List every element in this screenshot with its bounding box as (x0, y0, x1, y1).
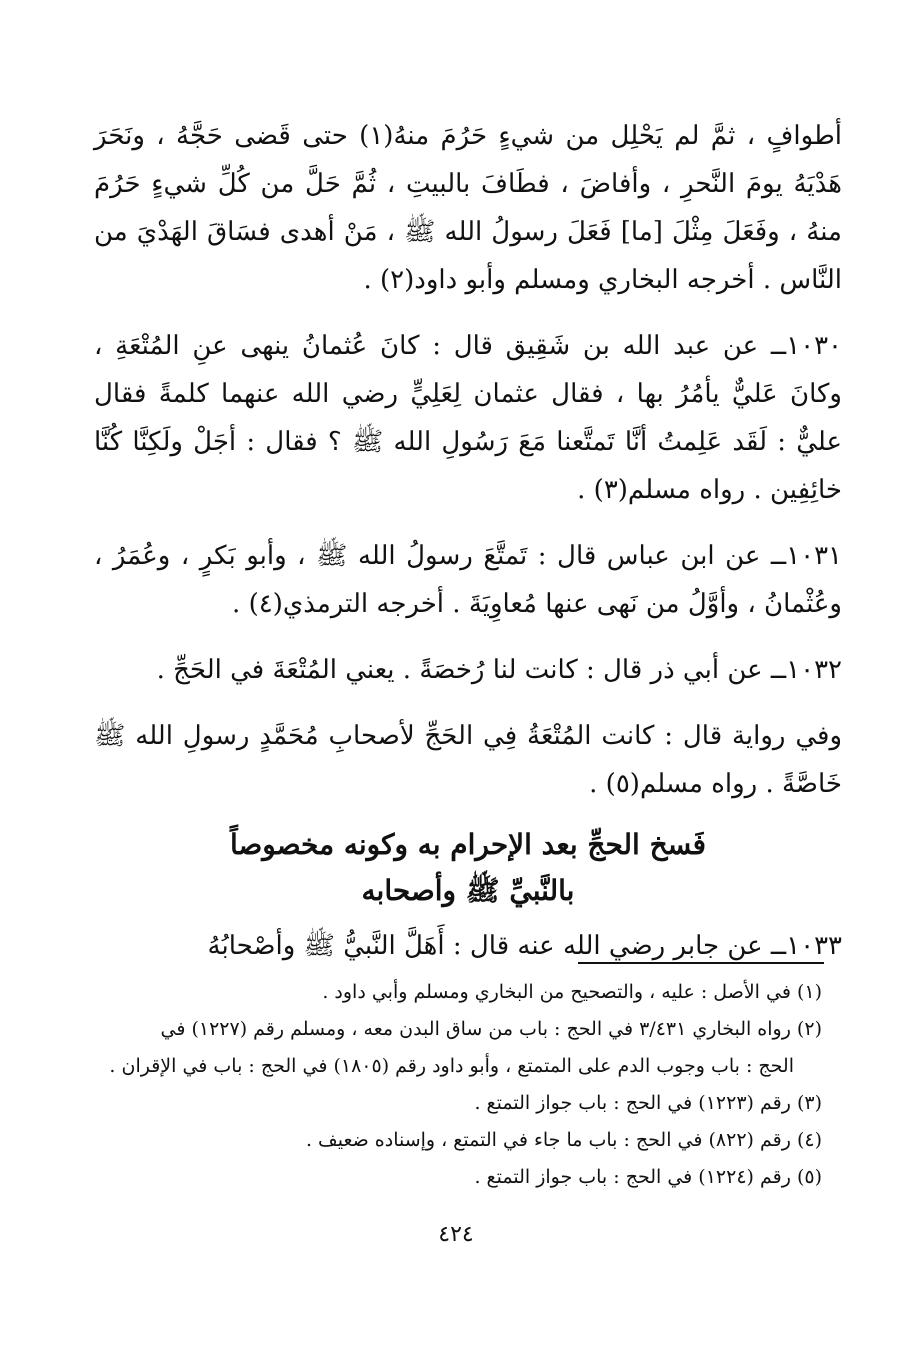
footnote-1: (١) في الأصل : عليه ، والتصحيح من البخاري ومسلم وأبي داود . (322, 981, 822, 1003)
footnote-3: (٣) رقم (١٢٢٣) في الحج : باب جواز التمتع . (474, 1092, 822, 1114)
footnotes (92, 974, 822, 1196)
hadith-1033: ١٠٣٣ــ عن جابر رضي الله عنه قال : أَهَلَّ النَّبيُّ ﷺ وأصْحابُهُ (207, 931, 842, 961)
hadith-1032: ١٠٣٢ــ عن أبي ذر قال : كانت لنا رُخصَةً . يعني المُتْعَةَ في الحَجِّ . (156, 655, 842, 685)
hadith-1032-variant: وفي رواية قال : كانت المُتْعَةُ فِي الحَجِّ لأصحابِ مُحَمَّدٍ رسولِ الله ﷺ خَاصَّةً . رواه مسلم(٥) . (94, 721, 842, 799)
footnote-2-continued: الحج : باب وجوب الدم على المتمتع ، وأبو داود رقم (١٨٠٥) في الحج : باب في الإقران . (109, 1055, 794, 1077)
footnote-4: (٤) رقم (٨٢٢) في الحج : باب ما جاء في التمتع ، وإسناده ضعيف . (305, 1129, 822, 1151)
section-heading (94, 822, 842, 914)
footnote-5: (٥) رقم (١٢٢٤) في الحج : باب جواز التمتع . (474, 1166, 822, 1188)
hadith-1031: ١٠٣١ــ عن ابن عباس قال : تَمتَّعَ رسولُ الله ﷺ ، وأبو بَكرٍ ، وعُمَرُ ، وعُثْمانُ ، وأوَّلُ من نَهى عنها مُعاوِيَةَ . أخرجه الترمذي(٤) . (94, 541, 842, 619)
page-number: ٤٢٤ (438, 1222, 474, 1247)
footnote-separator (578, 962, 824, 964)
footnote-2: (٢) رواه البخاري ٣/٤٣١ في الحج : باب من ساق البدن معه ، ومسلم رقم (١٢٢٧) في (160, 1018, 822, 1040)
hadith-1030: ١٠٣٠ــ عن عبد الله بن شَقِيق قال : كانَ عُثمانُ ينهى عنِ المُتْعَةِ ، وكانَ عَليٌّ يأمُرُ بها ، فقال عثمان لِعَلِيٍّ رضي الله عنهما كلمةً فقال عليٌّ : لَقَد عَلِمتُ أنَّا تَمتَّعنا مَعَ رَسُولِ الله ﷺ ؟ فقال : أجَلْ ولَكِنَّا كُنَّا خائِفِين . رواه مسلم(٣) . (94, 331, 842, 505)
main-text (94, 112, 842, 970)
paragraph-continuation: أطوافٍ ، ثمَّ لم يَحْلِل من شيءٍ حَرُمَ منهُ(١) حتى قَضى حَجَّهُ ، ونَحَرَ هَدْيَهُ يومَ النَّحرِ ، وأفاضَ ، فطَافَ بالبيتِ ، ثُمَّ حَلَّ من كُلِّ شيءٍ حَرُمَ منهُ ، وفَعَلَ مِثْلَ [ما] فَعَلَ رسولُ الله ﷺ ، مَنْ أهدى فسَاقَ الهَدْيَ من النَّاس . أخرجه البخاري ومسلم وأبو داود(٢) . (94, 121, 843, 295)
heading-line-2: بالنَّبيِّ ﷺ وأصحابه (361, 874, 575, 907)
heading-line-1: فَسخ الحجِّ بعد الإحرام به وكونه مخصوصاً (229, 828, 707, 861)
